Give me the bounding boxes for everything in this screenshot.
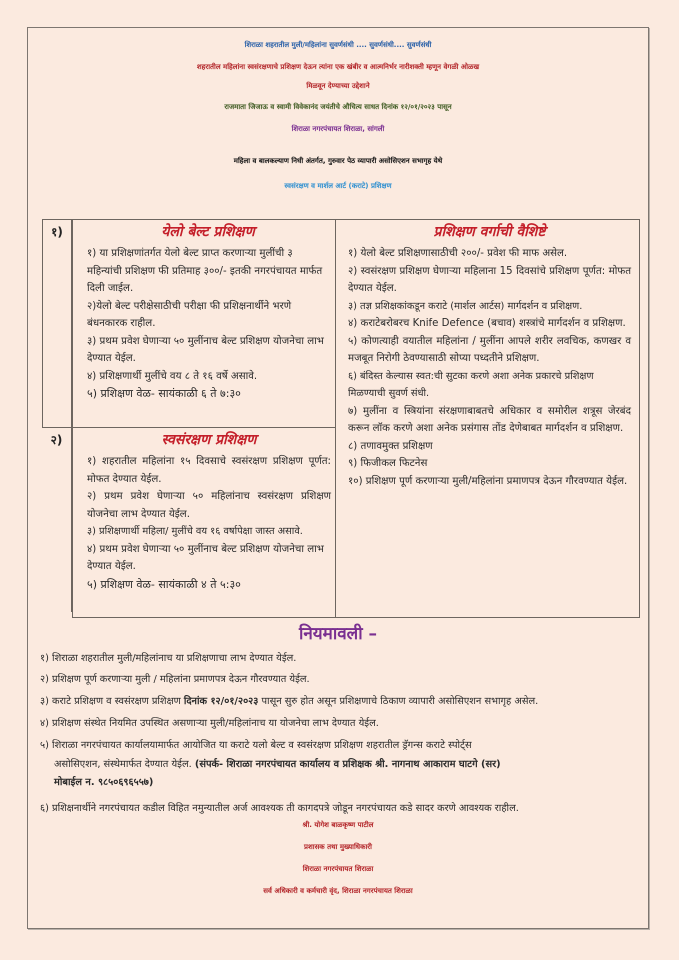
rule-3-date: दिनांक १२/०१/२०२३ [183, 696, 259, 707]
features-title: प्रशिक्षण वर्गाची वैशिष्टे [433, 224, 546, 240]
yellow-belt-item: २)येलो बेल्ट परीक्षेसाठीची परीक्षा फी प्रशिक्षनार्थीने भरणे बंधनकारक राहील. [87, 300, 292, 329]
rule-item: २) प्रशिक्षण पूर्ण करणाऱ्या मुली / महिलांना प्रमाणपत्र देऊन गौरवण्यात येईल. [40, 674, 310, 685]
feature-item: १) येलो बेल्ट प्रशिक्षणासाठीची २००/- प्रवेश फी माफ असेल. [348, 248, 568, 259]
rule-5-mobile: मोबाईल न. ९८५०६९६५५७) [54, 777, 154, 788]
feature-item: १०) प्रशिक्षण पूर्ण करणाऱ्या मुली/महिलांना प्रमाणपत्र देऊन गौरवण्यात येईल. [348, 475, 628, 487]
self-defence-item: ३) प्रशिक्षणार्थी महिला/ मुलींचे वय १६ वर्षापेक्षा जास्त असावे. [87, 526, 303, 537]
rules-title: नियमावली – [298, 624, 378, 644]
yellow-belt-item: ३) प्रथम प्रवेश घेणाऱ्या ५० मुलींनाच बेल्ट प्रशिक्षण योजनेचा लाभ देण्यात येईल. [87, 335, 324, 364]
features-section [335, 219, 640, 618]
rule-item: ४) प्रशिक्षण संस्थेत नियमित उपस्थित असणाऱ्या मुली/महिलांनाच या योजनेचा लाभ देण्यात येईल. [40, 718, 379, 729]
feature-item: ६) बंदिस्त केल्यास स्वत:ची सुटका करणे अशा अनेक प्रकारचे प्रशिक्षण मिळण्याची सुवर्ण संधी. [348, 370, 594, 399]
self-defence-item: ५) प्रशिक्षण वेळ- सायंकाळी ४ ते ५:३० [87, 577, 241, 591]
feature-item: ७) मुलींना व स्त्रियांना संरक्षणाबाबतचे अधिकार व समोरील शत्रूस जेरबंद करून लॉक करणे अशा अनेक प्रसंगास तोंड देणेबाबत मार्गदर्शन व प्रशिक्षण. [348, 405, 631, 434]
yellow-belt-item: ५) प्रशिक्षण वेळ- सायंकाळी ६ ते ७:३० [87, 387, 241, 400]
signatory-designation: प्रशासक तथा मुख्याधिकारी [304, 843, 372, 851]
signatory-name: श्री. योगेश बाळकृष्ण पाटील [302, 821, 374, 829]
staff-line: सर्व अधिकारी व कर्मचारी वृंद, शिराळा नगरपंचायत शिराळा [263, 887, 413, 895]
feature-item: २) स्वसंरक्षण प्रशिक्षण घेणाऱ्या महिलाना 15 दिवसांचे प्रशिक्षण पूर्णत: मोफत देण्यात येईल. [348, 265, 631, 294]
feature-item: ३) तज्ञ प्रशिक्षकांकडून कराटे (मार्शल आर्टस) मार्गदर्शन व प्रशिक्षण. [348, 300, 583, 312]
feature-item: ९) फिजीकल फिटनेस [348, 458, 428, 469]
organization-title: शिराळा नगरपंचायत शिराळा, सांगली [291, 125, 385, 133]
rule-item [40, 694, 538, 707]
yellow-belt-item: १) या प्रशिक्षणांतर्गत येलो बेल्ट प्राप्त करणाऱ्या मुलींची ३ महिन्यांची प्रशिक्षण फी प्रतिमाह ३००/- इतकी नगरपंचायत मार्फत दिली जाईल. [87, 248, 323, 294]
rule-3-start: ३) कराटे प्रशिक्षण व स्वसंरक्षण प्रशिक्षण [40, 696, 184, 707]
row-number-1: १) [42, 219, 72, 427]
feature-item: ५) कोणत्याही वयातील महिलांना / मुलींना आपले शरीर लवचिक, कणखर व मजबूत निरोगी ठेवण्यासाठी सोप्या पध्दतीने प्रशिक्षण. [348, 335, 631, 364]
rule-5-contact: (संपर्क- शिराळा नगरपंचायत कार्यालय व प्रशिक्षक श्री. नागनाथ आकाराम घाटगे (सर) [194, 759, 501, 770]
rule-5-cont [54, 757, 501, 770]
self-defence-item: ४) प्रथम प्रवेश घेणाऱ्या ५० मुलींनाच बेल्ट प्रशिक्षण योजनेचा लाभ देण्यात येईल. [87, 543, 324, 572]
feature-item: ४) कराटेबरोबरच Knife Defence (बचाव) शस्त्रांचे मार्गदर्शन व प्रशिक्षण. [348, 318, 626, 329]
venue-line: महिला व बालकल्याण निधी अंतर्गत, गुरुवार पेठ व्यापारी असोसिएशन सभागृह येथे [233, 157, 443, 165]
rule-item: ५) शिराळा नगरपंचायत कार्यालयामार्फत आयोजित या कराटे यलो बेल्ट व स्वसंरक्षण प्रशिक्षण शहरातील ड्रॅगन्स कराटे स्पोर्ट्स [40, 740, 472, 751]
rule-item: ६) प्रशिक्षनार्थीने नगरपंचायत कडील विहित नमुन्यातील अर्ज आवश्यक ती कागदपत्रे जोडून नगरपंचायत कडे सादर करणे आवश्यक राहील. [40, 803, 519, 814]
feature-item: ८) तणावमुक्त प्रशिक्षण [348, 440, 433, 452]
signatory-office: शिराळा नगरपंचायत शिराळा [302, 865, 374, 873]
headline-golden-opportunity: शिराळा शहरातील मुली/महिलांना सुवर्णसंधी .... सुवर्णसंधी.... सुवर्णसंधी [244, 41, 432, 49]
self-defence-title: स्वसंरक्षण प्रशिक्षण [161, 432, 257, 448]
self-defence-item: १) शहरातील महिलांना १५ दिवसाचे स्वसंरक्षण प्रशिक्षण पूर्णत: मोफत देण्यात येईल. [87, 456, 331, 485]
headline-purpose: शहरातील महिलांना स्वसंरक्षणाचे प्रशिक्षण देऊन त्यांना एक खंबीर व आत्मनिर्भर नारीशक्ती म्हणून वेगळी ओळख [196, 63, 480, 71]
rule-3-end: पासून सुरु होत असून प्रशिक्षणाचे ठिकाण व्यापारी असोसिएशन सभागृह असेल. [258, 696, 539, 707]
yellow-belt-title: येलो बेल्ट प्रशिक्षण [161, 224, 255, 240]
row-number-2: २) [42, 427, 72, 612]
yellow-belt-item: ४) प्रशिक्षणार्थी मुलींचे वय ८ ते १६ वर्षे असावे. [87, 370, 258, 382]
headline-occasion: राजमाता जिजाऊ व स्वामी विवेकानंद जयंतीचे औचित्य साधत दिनांक १२/०१/२०२३ पासून [224, 103, 452, 111]
program-title: स्वसंरक्षण व मार्शल आर्ट (कराटे) प्रशिक्षण [284, 182, 392, 190]
self-defence-section [72, 427, 336, 618]
yellow-belt-section [72, 219, 336, 428]
rule-5-text: असोसिएशन, संस्थेमार्फत देण्यात येईल. [54, 759, 195, 770]
self-defence-item: २) प्रथम प्रवेश घेणाऱ्या ५० महिलांनाच स्वसंरक्षण प्रशिक्षण योजनेचा लाभ देण्यात येईल. [87, 491, 331, 520]
headline-purpose-cont: मिळवून देण्याच्या उद्देशाने [306, 82, 370, 90]
rule-item: १) शिराळा शहरातील मुली/महिलांनाच या प्रशिक्षणाचा लाभ देण्यात येईल. [40, 653, 297, 664]
